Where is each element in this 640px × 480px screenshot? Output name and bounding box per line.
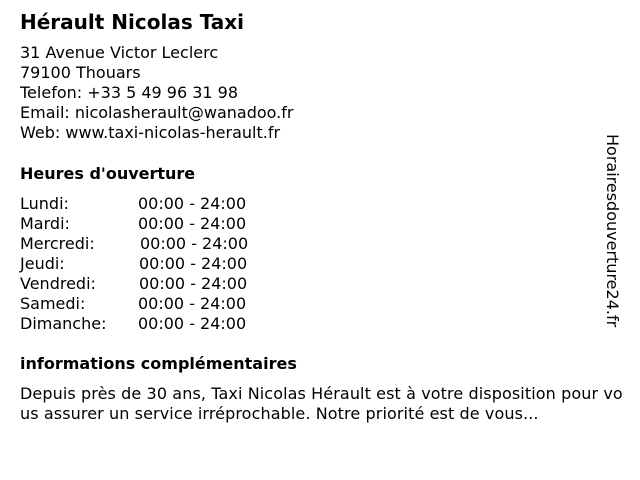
time-range: 00:00 - 24:00 xyxy=(138,314,247,333)
time-range: 00:00 - 24:00 xyxy=(138,294,247,313)
time-range: 00:00 - 24:00 xyxy=(138,194,247,213)
site-watermark: Horairesdouverture24.fr xyxy=(603,134,622,328)
email-line[interactable]: Email: nicolasherault@wanadoo.fr xyxy=(20,103,294,122)
time-range: 00:00 - 24:00 xyxy=(139,274,248,293)
time-range: 00:00 - 24:00 xyxy=(139,254,248,273)
day-label: Samedi: xyxy=(20,294,86,313)
business-name: Hérault Nicolas Taxi xyxy=(20,10,245,34)
day-label: Jeudi: xyxy=(20,254,65,273)
contact-block xyxy=(20,43,293,143)
web-line[interactable]: Web: www.taxi-nicolas-herault.fr xyxy=(20,123,281,142)
day-label: Lundi: xyxy=(20,194,69,213)
day-label: Mardi: xyxy=(20,214,70,233)
additional-info-text: Depuis près de 30 ans, Taxi Nicolas Hérault est à votre disposition pour vous assurer un service irréprochable. Notre priorité est de vous... xyxy=(20,384,623,423)
city-postal: 79100 Thouars xyxy=(20,63,141,82)
day-label: Mercredi: xyxy=(20,234,95,253)
time-range: 00:00 - 24:00 xyxy=(138,214,247,233)
time-range: 00:00 - 24:00 xyxy=(140,234,249,253)
street-address: 31 Avenue Victor Leclerc xyxy=(20,43,219,62)
day-label: Dimanche: xyxy=(20,314,107,333)
day-label: Vendredi: xyxy=(20,274,96,293)
phone-line[interactable]: Telefon: +33 5 49 96 31 98 xyxy=(20,83,239,102)
additional-info-heading: informations complémentaires xyxy=(20,354,297,373)
opening-hours-heading: Heures d'ouverture xyxy=(20,164,196,183)
